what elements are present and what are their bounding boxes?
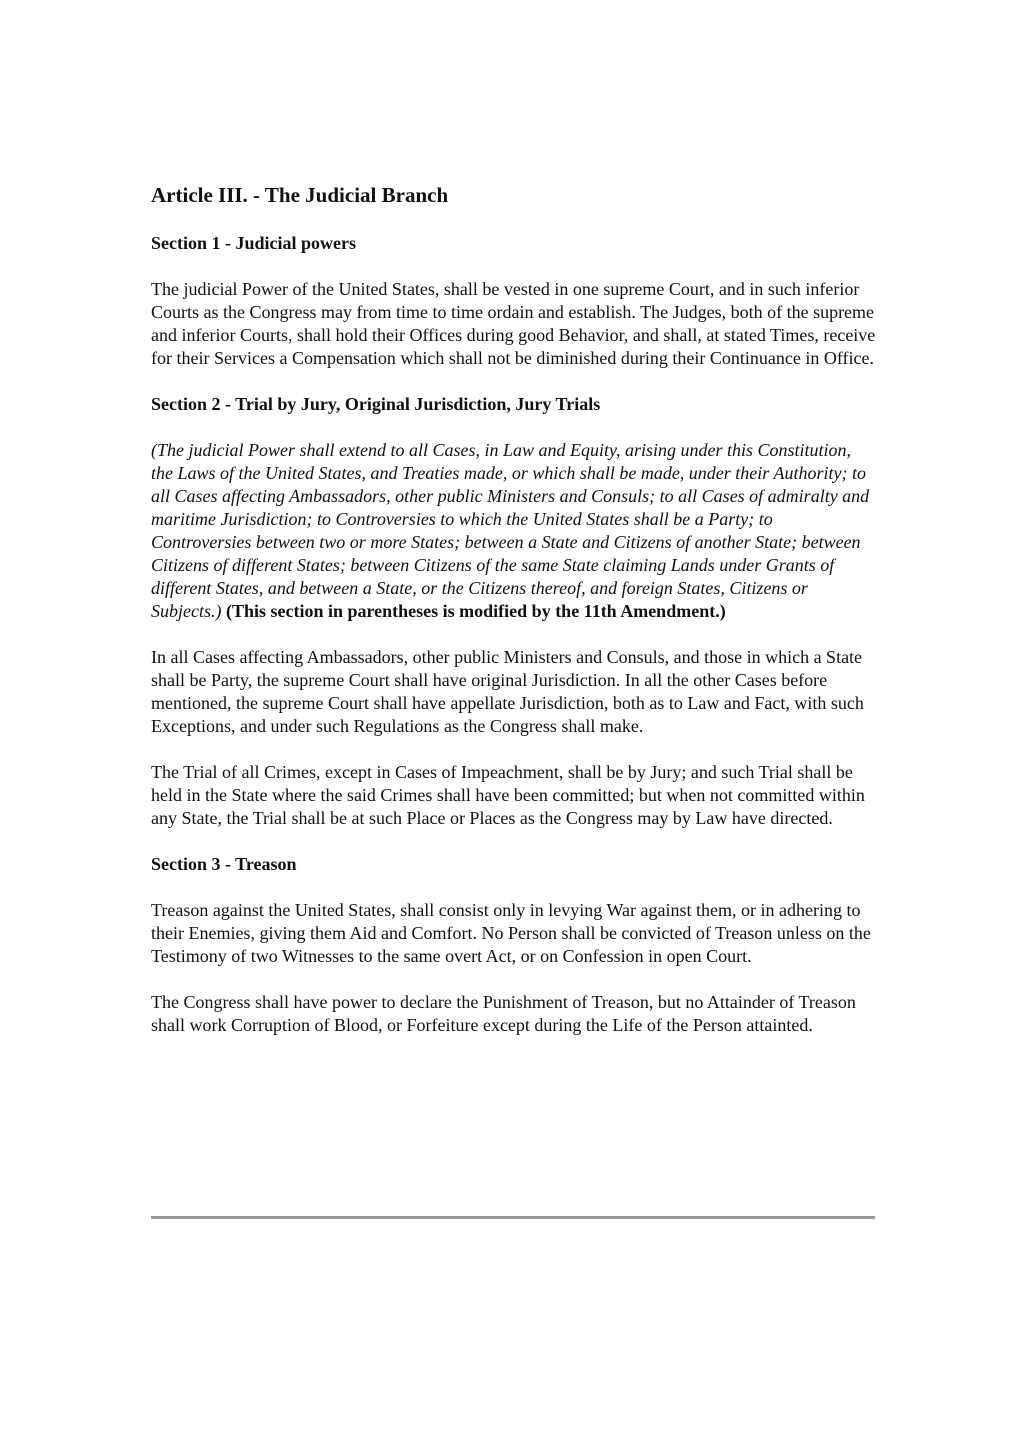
section-2-paragraph-1	[151, 439, 877, 623]
section-3-paragraph-1: Treason against the United States, shall consist only in levying War against them, or in adhering to their Enemies, giving them Aid and Comfort. No Person shall be convicted of Treason unless on the Testimony of two Witnesses to the same overt Act, or on Confession in open Court.	[151, 900, 871, 966]
document-page	[151, 181, 877, 1060]
section-2-paragraph-3: The Trial of all Crimes, except in Cases of Impeachment, shall be by Jury; and such Trial shall be held in the State where the said Crimes shall have been committed; but when not committed within any State, the Trial shall be at such Place or Places as the Congress may by Law have directed.	[151, 762, 865, 828]
section-2-paragraph-2: In all Cases affecting Ambassadors, other public Ministers and Consuls, and those in which a State shall be Party, the supreme Court shall have original Jurisdiction. In all the other Cases before mentioned, the supreme Court shall have appellate Jurisdiction, both as to Law and Fact, with such Exceptions, and under such Regulations as the Congress shall make.	[151, 647, 864, 736]
section-3-paragraph-2: The Congress shall have power to declare the Punishment of Treason, but no Attainder of Treason shall work Corruption of Blood, or Forfeiture except during the Life of the Person attainted.	[151, 992, 856, 1035]
horizontal-rule	[151, 1216, 875, 1219]
section-1-heading: Section 1 - Judicial powers	[151, 233, 356, 253]
section-1-paragraph-1: The judicial Power of the United States, shall be vested in one supreme Court, and in such inferior Courts as the Congress may from time to time ordain and establish. The Judges, both of the supreme and inferior Courts, shall hold their Offices during good Behavior, and shall, at stated Times, receive for their Services a Compensation which shall not be diminished during their Continuance in Office.	[151, 279, 876, 368]
section-3-heading: Section 3 - Treason	[151, 854, 297, 874]
section-2-heading: Section 2 - Trial by Jury, Original Jurisdiction, Jury Trials	[151, 394, 601, 414]
amendment-note: (This section in parentheses is modified by the 11th Amendment.)	[225, 601, 726, 621]
article-title: Article III. - The Judicial Branch	[151, 183, 449, 207]
section-2-italic-text: (The judicial Power shall extend to all Cases, in Law and Equity, arising under this Constitution, the Laws of the United States, and Treaties made, or which shall be made, under their Authority; to all Cases affecting Ambassadors, other public Ministers and Consuls; to all Cases of admiralty and maritime Jurisdiction; to Controversies to which the United States shall be a Party; to Controversies between two or more States; between a State and Citizens of another State; between Citizens of different States; between Citizens of the same State claiming Lands under Grants of different States, and between a State, or the Citizens thereof, and foreign States, Citizens or Subjects.)	[151, 440, 870, 621]
